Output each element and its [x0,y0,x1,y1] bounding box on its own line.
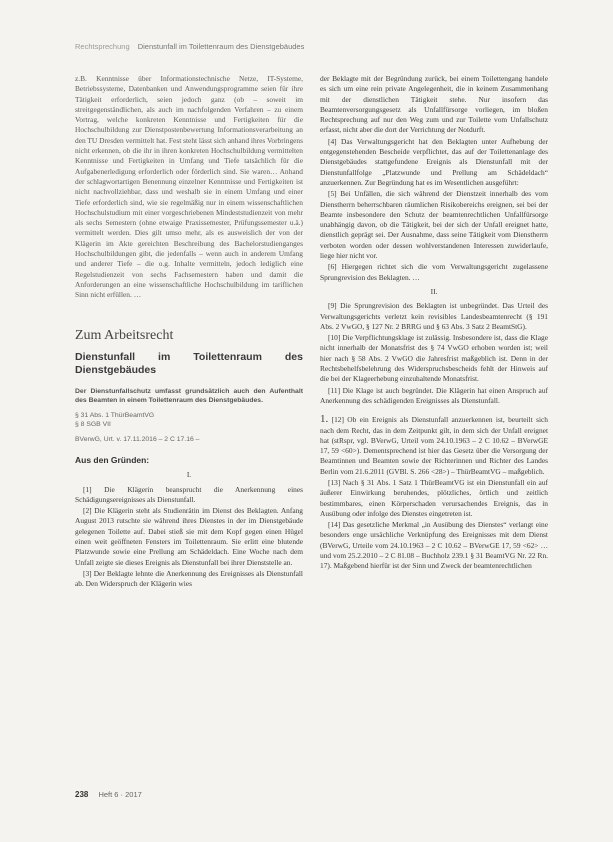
statute-refs [75,411,303,429]
grounds-paragraph: [2] Die Klägerin steht als Studienrätin im Dienst des Beklagten. Anfang August 2013 rutschte sie während ihres Dienstes in der im Dienstgebäude gelegenen Toilette auf. Dabei stieß sie mit dem Kopf gegen einen Hügel einen weit geöffneten Fensters im Toilettenraum. Sie erlitt eine blutende Platzwunde sowie eine Prellung am Schädeldach. Eine Woche nach dem Unfall zeigte sie dieses Ereignis als Dienstunfall bei ihrer Dienststelle an. [75,506,303,567]
numbered-paragraph: [14] Das gesetzliche Merkmal „in Ausübung des Dienstes“ verlangt eine besonders enge ursächliche Verknüpfung des Ereignisses mit dem Dienst (BVerwG, Urteile vom 24.10.1963 – 2 C 10.62 – BVerwGE 17, 59 <62> … und vom 25.2.2010 – 2 C 81.08 – Buchholz 239.1 § 31 BeamtVG Nr. 22 Rn. 17). Maßgebend hierfür ist der Sinn und Zweck der beamtenrechtlichen [320,520,548,571]
numbered-paragraph-text: [12] Ob ein Ereignis als Dienstunfall anzuerkennen ist, beurteilt sich nach dem Recht, das in dem Zeitpunkt gilt, in dem sich der Unfall ereignet hat (stRspr, vgl. BVerwG, Urteil vom 24.10.1963 – 2 C 10.62 – BVerwGE 17, 59 <60>). Dementsprechend ist hier das Gesetz über die Versorgung der Beamtinnen und Beamten sowie der Richterinnen und Richter des Landes Berlin vom 21.6.2011 (GVBl. S. 266 <28>) – ThürBeamtVG – maßgeblich. [320,415,548,476]
headnote: Der Dienstunfallschutz umfasst grundsätzlich auch den Aufenthalt des Beamten in einem Toilettenraum des Dienstgebäudes. [75,387,303,405]
grounds-paragraph: [1] Die Klägerin beansprucht die Anerkennung eines Schädigungsereignisses als Dienstunfall. [75,484,303,504]
grounds-paragraph: [3] Der Beklagte lehnte die Anerkennung des Ereignisses als Dienstunfall ab. Den Widerspruch der Klägerin wies [75,568,303,589]
right-paragraph: [4] Das Verwaltungsgericht hat den Beklagten unter Aufhebung der entgegenstehenden Bescheide verpflichtet, das auf der Toilettenanlage des Dienstgebäudes stattgefundene Ereignis als Dienstunfall mit der Dienstunfallfolge „Platzwunde und Prellung am Schädeldach“ anzuerkennen. Zur Begründung hat es im Wesentlichen ausgeführt: [320,136,548,187]
right-paragraph: [6] Hiergegen richtet sich die vom Verwaltungsgericht zugelassene Sprungrevision des Beklagten. … [320,262,548,282]
roman-numeral: I. [186,470,192,480]
right-paragraph: [5] Bei Unfällen, die sich während der Dienstzeit innerhalb des vom Dienstherrn beherrschbaren räumlichen Risikobereichs ereignen, sei bei der Beamte insbesondere den Schutz der beamtenrechtlichen Unfallfürsorge unabhängig davon, ob die Tätigkeit, bei der sich der Unfall ereignet hatte, dienstlich geprägt sei. Der Ausnahme, dass seine Tätigkeit vom Dienstherrn verboten worden oder dessen wohlverstandenen Interessen zuwiderlaufe, liege hier nicht vor. [320,189,548,261]
header-section: Rechtsprechung [75,42,130,51]
statute-ref: § 8 SGB VII [75,421,111,429]
statute-ref: § 31 Abs. 1 ThürBeamtVG [75,412,155,420]
court-citation: BVerwG, Urt. v. 17.11.2016 – 2 C 17.16 – [75,435,200,443]
grounds-title: Aus den Gründen: [75,454,150,465]
roman-numeral: II. [430,286,438,296]
left-paragraph: z.B. Kenntnisse über Informationstechnische Netze, IT-Systeme, Betriebssysteme, Datenbanken und Anwendungsprogramme seien für ihre Tätigkeit erforderlich, seien jedoch ganz (ob – soweit im streitgegenständlichen, als auch im nachfolgenden Verfahren – zu einem Vortrag, welche konkreten Kenntnisse und Fertigkeiten für die Hochschulbildung zur Dienstpostenbewertung Informationsverarbeitung an den TU Dresden vermittelt hat. Fest steht lässt sich anhand ihres Vorbringens nicht erkennen, ob die ihr in ihren konkreten Hochschulbildung vermittelten Kenntnisse und Fertigkeiten in Umfang und Tiefe tatsächlich für die Aufgabenerledigung erforderlich oder förderlich sind. Sie waren… Anhand der schlagwortartigen Benennung einzelner Kenntnisse und Fertigkeiten ist nicht nachvollziehbar, dass und weshalb sie in einem Umfang und einer Tiefe erforderlich sind, wie sie regelmäßig nur in einem wissenschaftlichen Hochschulstudium mit einer vorgeschriebenen Mindeststudienzeit von mehr als sechs Semestern (ohne etwaige Praxissemester, Prüfungssemester u.ä.) vermittelt werden. Dies gilt umso mehr, als es ausweislich der von der Klägerin im Akte gereichten Beschreibung des Bachelorstudienganges Hochschulbildungen gibt, die jedenfalls – wenn auch in anderem Umfang und anderer Tiefe – die o.g. Inhalte vermitteln, jedoch lediglich eine Regelstudienzeit von sechs Fachsemestern haben und damit die Anforderungen an eine wissenschaftliche Hochschulbildung im tariflichen Sinn nicht erfüllen. … [75,74,303,300]
running-header [75,42,575,51]
right-paragraph: der Beklagte mit der Begründung zurück, bei einem Toilettengang handele es sich um eine rein private Angelegenheit, die in keinem Zusammenhang mit der dienstlichen Tätigkeit stehe. Nur insofern das Beamtenversorgungsgesetz als Unfallfürsorge vorliegen, im bloßen Rechtsprechung auf nur den Weg zum und zur Toilette vom Unfallschutz erfasst, nicht aber die dort der Verrichtung der Notdurft. [320,74,548,135]
numbered-paragraph-first [320,414,548,477]
section-title: Zum Arbeitsrecht [75,327,174,343]
page-footer [75,790,142,799]
numbered-marker: 1. [320,413,329,426]
numbered-paragraph: [13] Nach § 31 Abs. 1 Satz 1 ThürBeamtVG ist ein Dienstunfall ein auf äußerer Einwirkung beruhendes, plötzliches, örtlich und zeitlich bestimmbares, einen Körperschaden verursachendes Ereignis, das in Ausübung oder infolge des Dienstes eingetreten ist. [320,477,548,518]
left-column [75,74,303,591]
right-paragraph: [11] Die Klage ist auch begründet. Die Klägerin hat einen Anspruch auf Anerkennung des schädigenden Ereignisses als Dienstunfall. [320,385,548,405]
header-title: Dienstunfall im Toilettenraum des Dienstgebäudes [137,42,305,51]
page-number: 238 [75,790,89,799]
issue-label: Heft 6 · 2017 [98,790,142,799]
right-paragraph: [10] Die Verpflichtungsklage ist zulässig. Insbesondere ist, dass die Klage nicht innerhalb der Monatsfrist des § 74 VwGO erhoben worden ist; weil hier nach § 58 Abs. 2 VwGO die Jahresfrist maßgeblich ist. Denn in der Rechtsbehelfsbelehrung des Widerspruchsbescheids fehlt der Hinweis auf die bei der Klageerhebung einzuhaltende Monatsfrist. [320,333,548,384]
article-title: Dienstunfall im Toilettenraum des Dienstgebäudes [75,350,303,376]
right-column [320,74,548,573]
right-paragraph: [9] Die Sprungrevision des Beklagten ist unbegründet. Das Urteil des Verwaltungsgerichts verletzt kein revisibles Landesbeamtenrecht (§ 191 Abs. 2 VwGO, § 127 Nr. 2 BRRG und § 63 Abs. 3 Satz 2 BeamtStG). [320,301,548,331]
